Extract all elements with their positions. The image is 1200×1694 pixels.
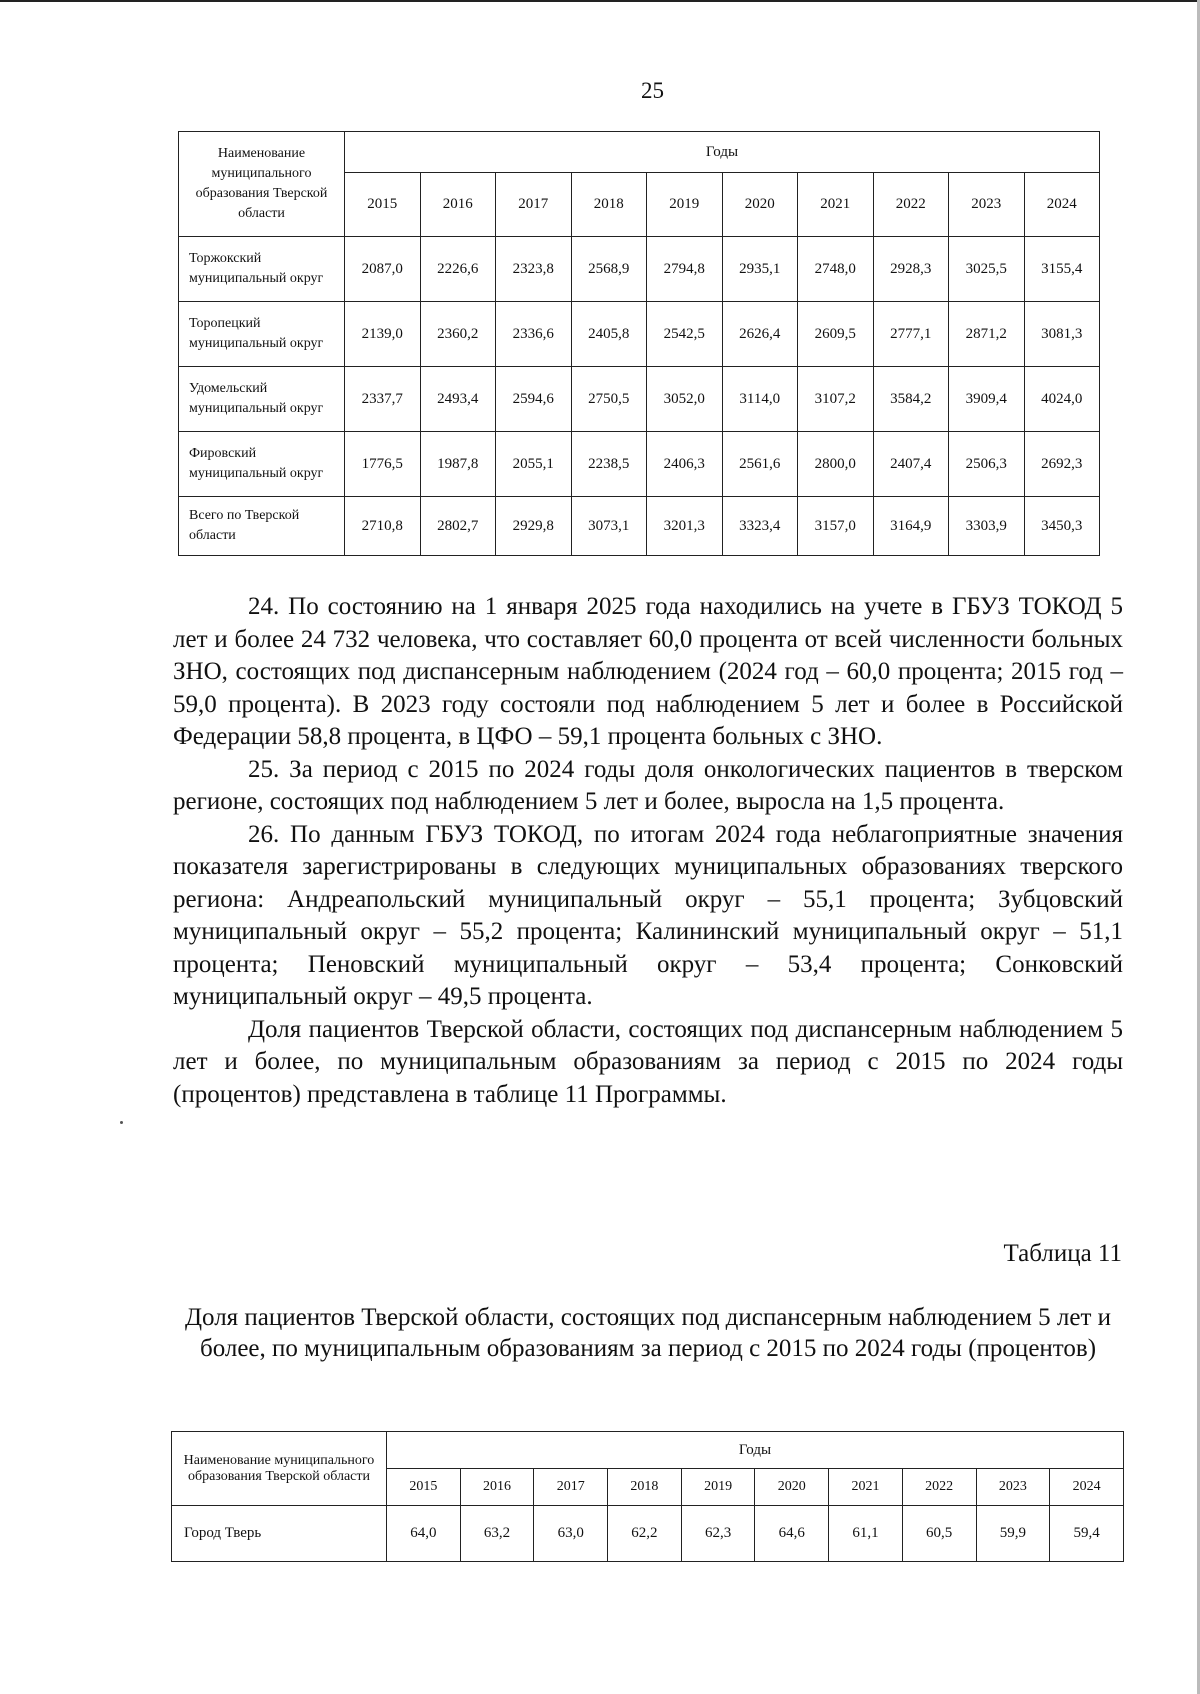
- value-cell: 2794,8: [647, 237, 723, 302]
- value-cell: 2800,0: [798, 432, 874, 497]
- value-cell: 1987,8: [420, 432, 496, 497]
- value-cell: 64,0: [387, 1506, 461, 1562]
- value-cell: 2323,8: [496, 237, 572, 302]
- value-cell: 3164,9: [873, 497, 949, 556]
- value-cell: 3025,5: [949, 237, 1025, 302]
- row-name-cell: Торжокский муниципальный округ: [179, 237, 345, 302]
- table-row: [179, 432, 1100, 497]
- value-cell: 2405,8: [571, 302, 647, 367]
- row-name-cell: Торопецкий муниципальный округ: [179, 302, 345, 367]
- value-cell: 59,9: [976, 1506, 1050, 1562]
- value-cell: 61,1: [829, 1506, 903, 1562]
- body-text: [173, 591, 1123, 1111]
- table1-header-years: Годы: [345, 132, 1100, 173]
- value-cell: 2692,3: [1024, 432, 1100, 497]
- value-cell: 2055,1: [496, 432, 572, 497]
- table1-year-header: 2017: [496, 173, 572, 237]
- table2-year-header: 2022: [902, 1469, 976, 1506]
- table-row: [179, 497, 1100, 556]
- table2-year-header: 2018: [608, 1469, 682, 1506]
- value-cell: 63,2: [460, 1506, 534, 1562]
- value-cell: 2568,9: [571, 237, 647, 302]
- value-cell: 2542,5: [647, 302, 723, 367]
- paragraph-25: 25. За период с 2015 по 2024 годы доля онкологических пациентов в тверском регионе, состоящих под наблюдением 5 лет и более, выросла на 1,5 процента.: [173, 755, 1123, 815]
- paragraph-24: 24. По состоянию на 1 января 2025 года находились на учете в ГБУЗ ТОКОД 5 лет и более 24 732 человека, что составляет 60,0 процента от всей численности больных ЗНО, состоящих под диспансерным наблюдением (2024 год – 60,0 процента; 2015 год – 59,0 процента). В 2023 году состояли под наблюдением 5 лет и более в Российской Федерации 58,8 процента, в ЦФО – 59,1 процента больных с ЗНО.: [173, 593, 1123, 750]
- row-name-cell: Фировский муниципальный округ: [179, 432, 345, 497]
- value-cell: 1776,5: [345, 432, 421, 497]
- table-row: [179, 367, 1100, 432]
- value-cell: 2360,2: [420, 302, 496, 367]
- value-cell: 2594,6: [496, 367, 572, 432]
- table1-year-header: 2023: [949, 173, 1025, 237]
- row-name-cell: Город Тверь: [172, 1506, 387, 1562]
- value-cell: 3107,2: [798, 367, 874, 432]
- value-cell: 2336,6: [496, 302, 572, 367]
- table-title: Доля пациентов Тверской области, состоящих под диспансерным наблюдением 5 лет и более, по муниципальным образованиям за период с 2015 по 2024 годы (процентов): [184, 1304, 1112, 1362]
- table-row: [179, 237, 1100, 302]
- value-cell: 2139,0: [345, 302, 421, 367]
- value-cell: 3201,3: [647, 497, 723, 556]
- table1-year-header: 2024: [1024, 173, 1100, 237]
- table-11-patient-share: [171, 1431, 1124, 1562]
- page-top-border: [0, 0, 1200, 2]
- paragraph-share-intro: Доля пациентов Тверской области, состоящих под диспансерным наблюдением 5 лет и более, по муниципальным образованиям за период с 2015 по 2024 годы (процентов) представлена в таблице 11 Программы.: [173, 1015, 1123, 1108]
- table2-year-header: 2016: [460, 1469, 534, 1506]
- table1-year-header: 2016: [420, 173, 496, 237]
- value-cell: 3584,2: [873, 367, 949, 432]
- row-name-cell: Удомельский муниципальный округ: [179, 367, 345, 432]
- page-number: 25: [641, 78, 664, 103]
- value-cell: 3073,1: [571, 497, 647, 556]
- table2-header-years: Годы: [387, 1432, 1124, 1469]
- value-cell: 4024,0: [1024, 367, 1100, 432]
- table1-year-header: 2022: [873, 173, 949, 237]
- row-name-cell: Всего по Тверской области: [179, 497, 345, 556]
- value-cell: 2609,5: [798, 302, 874, 367]
- value-cell: 3081,3: [1024, 302, 1100, 367]
- table2-year-header: 2024: [1050, 1469, 1124, 1506]
- value-cell: 2561,6: [722, 432, 798, 497]
- table2-year-header: 2021: [829, 1469, 903, 1506]
- value-cell: 3114,0: [722, 367, 798, 432]
- value-cell: 60,5: [902, 1506, 976, 1562]
- table2-year-header: 2023: [976, 1469, 1050, 1506]
- value-cell: 64,6: [755, 1506, 829, 1562]
- value-cell: 2802,7: [420, 497, 496, 556]
- value-cell: 62,3: [681, 1506, 755, 1562]
- value-cell: 3155,4: [1024, 237, 1100, 302]
- value-cell: 3157,0: [798, 497, 874, 556]
- value-cell: 2087,0: [345, 237, 421, 302]
- value-cell: 3450,3: [1024, 497, 1100, 556]
- value-cell: 2406,3: [647, 432, 723, 497]
- value-cell: 2871,2: [949, 302, 1025, 367]
- table-tumor-incidence-continued: [178, 131, 1100, 556]
- table2-year-header: 2019: [681, 1469, 755, 1506]
- value-cell: 2226,6: [420, 237, 496, 302]
- table1-year-header: 2019: [647, 173, 723, 237]
- table1-year-header: 2018: [571, 173, 647, 237]
- value-cell: 2493,4: [420, 367, 496, 432]
- value-cell: 2506,3: [949, 432, 1025, 497]
- value-cell: 2238,5: [571, 432, 647, 497]
- value-cell: 62,2: [608, 1506, 682, 1562]
- value-cell: 2777,1: [873, 302, 949, 367]
- value-cell: 2935,1: [722, 237, 798, 302]
- table1-year-header: 2015: [345, 173, 421, 237]
- value-cell: 59,4: [1050, 1506, 1124, 1562]
- table2-year-header: 2015: [387, 1469, 461, 1506]
- paragraph-26: 26. По данным ГБУЗ ТОКОД, по итогам 2024 года неблагоприятные значения показателя зарегистрированы в следующих муниципальных образованиях тверского региона: Андреапольский муниципальный округ – 55,1 процента; Зубцовский муниципальный округ – 55,2 процента; Калининский муниципальный округ – 51,1 процента; Пеновский муниципальный округ – 53,4 процента; Сонковский муниципальный округ – 49,5 процента.: [173, 820, 1123, 1010]
- value-cell: 2929,8: [496, 497, 572, 556]
- value-cell: 3323,4: [722, 497, 798, 556]
- value-cell: 2407,4: [873, 432, 949, 497]
- table1-year-header: 2021: [798, 173, 874, 237]
- table1-year-header: 2020: [722, 173, 798, 237]
- value-cell: 2750,5: [571, 367, 647, 432]
- value-cell: 2928,3: [873, 237, 949, 302]
- value-cell: 3052,0: [647, 367, 723, 432]
- value-cell: 2748,0: [798, 237, 874, 302]
- value-cell: 2710,8: [345, 497, 421, 556]
- table1-header-name: Наименование муниципального образования Тверской области: [179, 132, 345, 237]
- value-cell: 63,0: [534, 1506, 608, 1562]
- table-number-label: Таблица 11: [1003, 1240, 1122, 1267]
- table-row: [179, 302, 1100, 367]
- table2-year-header: 2017: [534, 1469, 608, 1506]
- table2-year-header: 2020: [755, 1469, 829, 1506]
- value-cell: 3909,4: [949, 367, 1025, 432]
- value-cell: 2337,7: [345, 367, 421, 432]
- table2-header-name: Наименование муниципального образования Тверской области: [172, 1432, 387, 1506]
- table-row: [172, 1506, 1124, 1562]
- scan-speck: [120, 1121, 123, 1124]
- value-cell: 3303,9: [949, 497, 1025, 556]
- value-cell: 2626,4: [722, 302, 798, 367]
